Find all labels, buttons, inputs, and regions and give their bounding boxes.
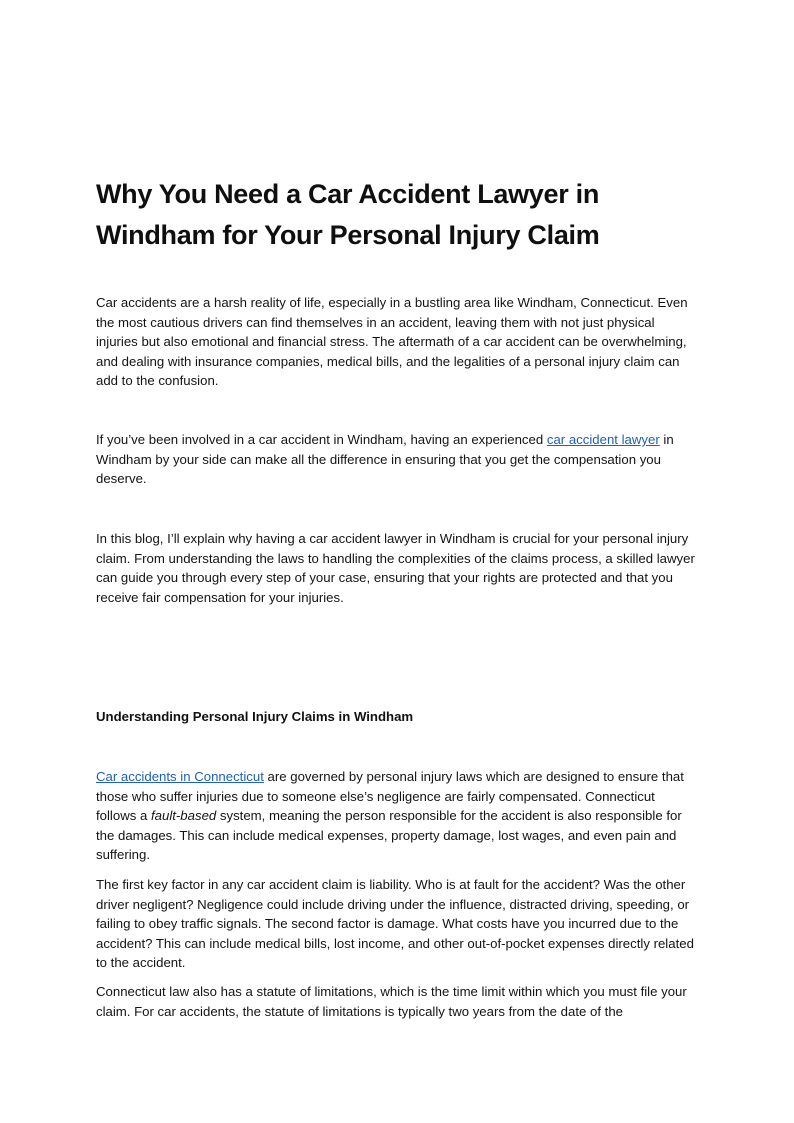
paragraph-text: system, meaning the person responsible for the accident is also responsible for the damages. This can include medical expenses, property damage, lost wages, and even pain and suffering. [96,808,682,862]
car-accidents-in-connecticut-link[interactable]: Car accidents in Connecticut [96,769,264,784]
paragraph-text: If you’ve been involved in a car accident in Windham, having an experienced [96,432,547,447]
fault-based-emphasis: fault-based [150,808,217,823]
statute-paragraph: Connecticut law also has a statute of limitations, which is the time limit within which you must file your claim. For car accidents, the statute of limitations is typically two years from the date of the [96,984,687,1019]
blog-overview-paragraph: In this blog, I’ll explain why having a car accident lawyer in Windham is crucial for your personal injury claim. From understanding the laws to handling the complexities of the claims process, a skilled lawyer can guide you through every step of your case, ensuring that your rights are protected and that you receive fair compensation for your injuries. [96,531,695,605]
liability-paragraph: The first key factor in any car accident claim is liability. Who is at fault for the accident? Was the other driver negligent? Negligence could include driving under the influence, distracted driving, speeding, or failing to obey traffic signals. The second factor is damage. What costs have you incurred due to the accident? This can include medical bills, lost income, and other out-of-pocket expenses directly related to the accident. [96,877,694,970]
section-heading: Understanding Personal Injury Claims in Windham [96,709,414,724]
page-title: Why You Need a Car Accident Lawyer in Windham for Your Personal Injury Claim [96,179,600,250]
car-accident-lawyer-link[interactable]: car accident lawyer [546,432,660,447]
intro-paragraph: Car accidents are a harsh reality of life, especially in a bustling area like Windham, Connecticut. Even the most cautious drivers can find themselves in an accident, leaving them with not just physical injuries but also emotional and financial stress. The aftermath of a car accident can be overwhelming, and dealing with insurance companies, medical bills, and the legalities of a personal injury claim can add to the confusion. [96,295,688,388]
connecticut-law-paragraph [96,767,696,865]
paragraph-text: are governed by personal injury laws which are designed to ensure that those who suffer injuries due to someone else’s negligence are fairly compensated. Connecticut follows a [96,769,684,823]
paragraph-text: in Windham by your side can make all the difference in ensuring that you get the compensation you deserve. [96,432,674,486]
lawyer-paragraph [96,430,696,489]
